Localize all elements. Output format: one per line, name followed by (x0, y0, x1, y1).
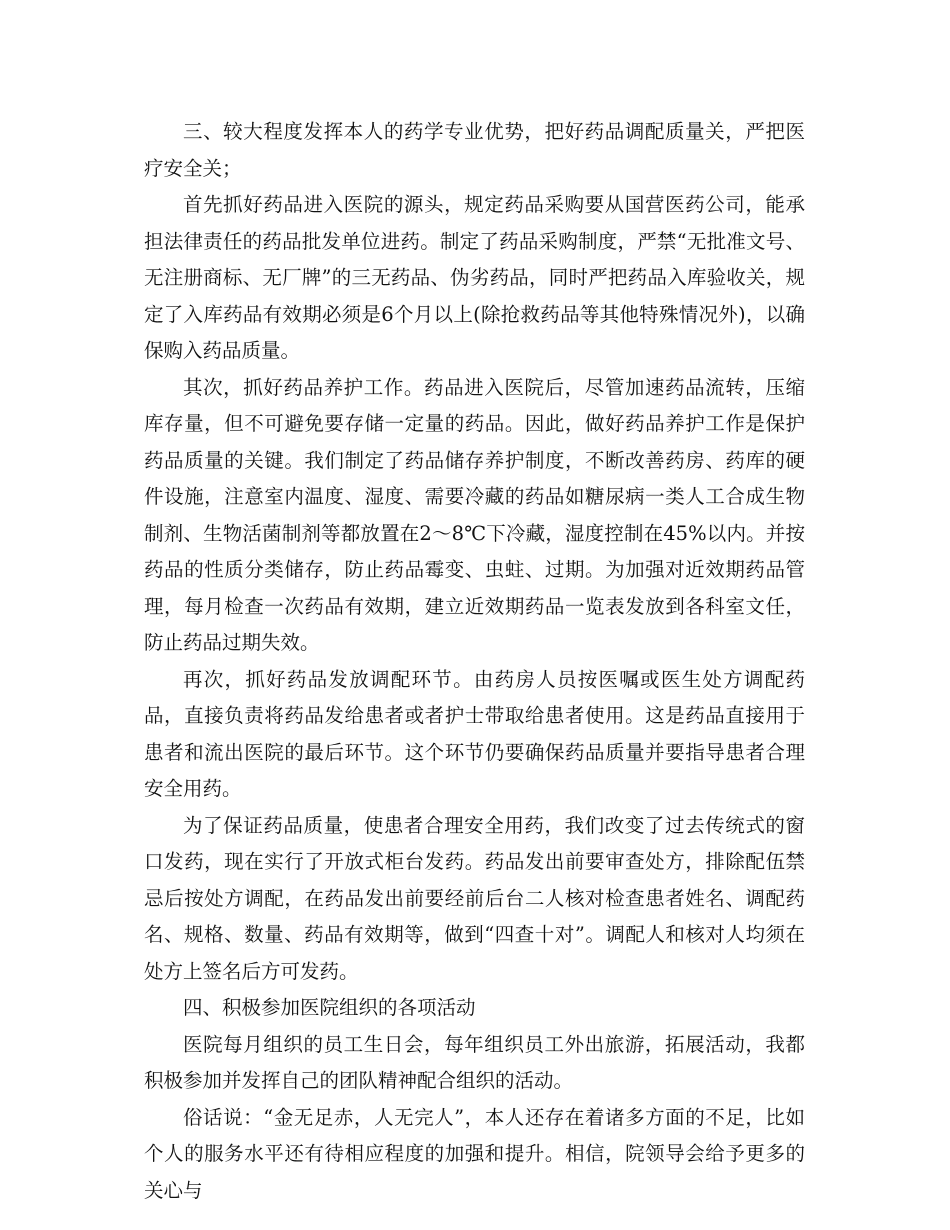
paragraph-activities: 医院每月组织的员工生日会，每年组织员工外出旅游，拓展活动，我都积极参加并发挥自己的团队精神配合组织的活动。 (144, 1032, 805, 1092)
paragraph-procurement: 首先抓好药品进入医院的源头，规定药品采购要从国营医药公司，能承担法律责任的药品批发单位进药。制定了药品采购制度，严禁“无批准文号、无注册商标、无厂牌”的三无药品、伪劣药品，同时严把药品入库验收关，规定了入库药品有效期必须是6个月以上(除抢救药品等其他特殊情况外)，以确保购入药品质量。 (144, 193, 805, 362)
paragraph-shortcomings: 俗话说：“金无足赤，人无完人”，本人还存在着诸多方面的不足，比如个人的服务水平还有待相应程度的加强和提升。相信，院领导会给予更多的关心与 (144, 1105, 805, 1202)
paragraph-section-three-heading: 三、较大程度发挥本人的药学专业优势，把好药品调配质量关，严把医疗安全关； (144, 120, 805, 180)
paragraph-counter-dispensing: 为了保证药品质量，使患者合理安全用药，我们改变了过去传统式的窗口发药，现在实行了开放式柜台发药。药品发出前要审查处方，排除配伍禁忌后按处方调配，在药品发出前要经前后台二人核对检查患者姓名、调配药名、规格、数量、药品有效期等，做到“四查十对”。调配人和核对人均须在处方上签名后方可发药。 (144, 813, 805, 983)
paragraph-dispensing: 再次，抓好药品发放调配环节。由药房人员按医嘱或医生处方调配药品，直接负责将药品发给患者或者护士带取给患者使用。这是药品直接用于患者和流出医院的最后环节。这个环节仍要确保药品质量并要指导患者合理安全用药。 (144, 667, 805, 800)
document-body (144, 114, 805, 1209)
paragraph-section-four-heading: 四、积极参加医院组织的各项活动 (183, 996, 476, 1019)
paragraph-maintenance: 其次，抓好药品养护工作。药品进入医院后，尽管加速药品流转，压缩库存量，但不可避免要存储一定量的药品。因此，做好药品养护工作是保护药品质量的关键。我们制定了药品储存养护制度，不断改善药房、药库的硬件设施，注意室内温度、湿度、需要冷藏的药品如糖尿病一类人工合成生物制剂、生物活菌制剂等都放置在2～8℃下冷藏，湿度控制在45%以内。并按药品的性质分类储存，防止药品霉变、虫蛀、过期。为加强对近效期药品管理，每月检查一次药品有效期，建立近效期药品一览表发放到各科室文任，防止药品过期失效。 (144, 375, 805, 654)
